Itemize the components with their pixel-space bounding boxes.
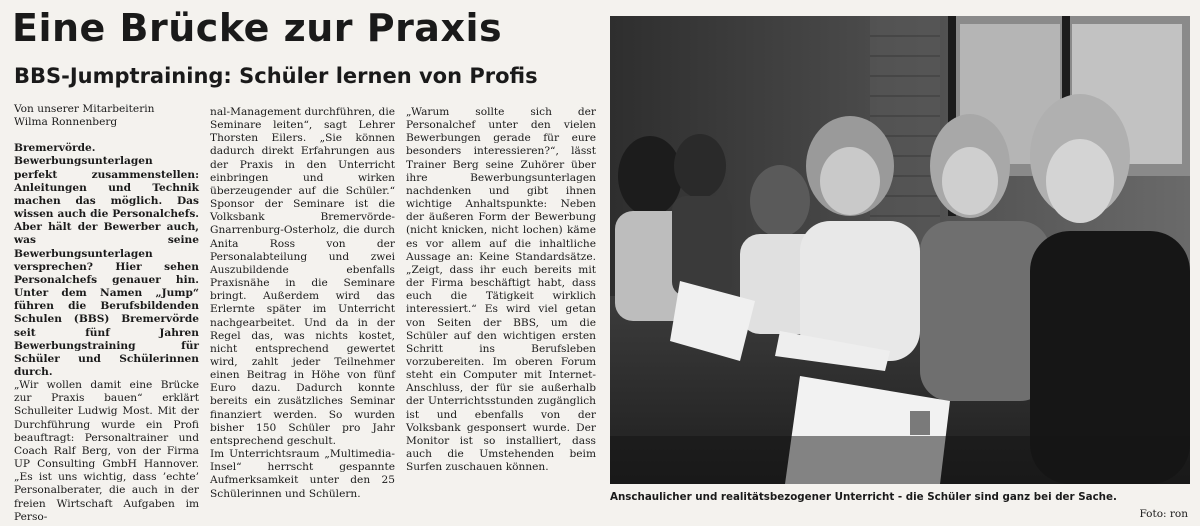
- photo-caption: Anschaulicher und realitätsbezogener Unterricht - die Schüler sind ganz bei der Sache.: [610, 491, 1117, 503]
- classroom-photo: [610, 16, 1190, 484]
- subheadline: BBS-Jumptraining: Schüler lernen von Profis: [14, 64, 538, 88]
- body-paragraph: nal-Management durchführen, die Seminare leiten“, sagt Lehrer Thorsten Eilers. „Sie können dadurch direkt Erfahrungen aus der Praxis in den Unterricht einbringen und wirken überzeugender auf die Schüler.“ Sponsor der Seminare ist die Volksbank Bremervörde-Gnarrenburg-Osterholz, die durch Anita Ross von der Personalabteilung und zwei Auszubildende ebenfalls Praxisnähe in die Seminare bringt. Außerdem wird das Erlernte später im Unterricht nachgearbeitet. Und da in der Regel das, was nichts kostet, nicht entsprechend gewertet wird, zahlt jeder Teilnehmer einen Beitrag in Höhe von fünf Euro dazu. Dadurch konnte bereits ein zusätzliches Seminar finanziert werden. So wurden bisher 150 Schüler pro Jahr entsprechend geschult.: [210, 106, 395, 447]
- byline: [14, 103, 199, 129]
- byline-author: Wilma Ronnenberg: [14, 116, 118, 129]
- headline: Eine Brücke zur Praxis: [12, 6, 503, 50]
- body-paragraph: Im Unterrichtsraum „Multimedia-Insel“ herrscht gespannte Aufmerksamkeit unter den 25 Schülerinnen und Schülern.: [210, 448, 395, 500]
- body-paragraph: „Wir wollen damit eine Brücke zur Praxis bauen“ erklärt Schulleiter Ludwig Most. Mit der Durchführung wurde ein Profi beauftragt: Personaltrainer und Coach Ralf Berg, von der Firma UP Consulting GmbH Hannover. „Es ist uns wichtig, dass ’echte’ Personalberater, die auch in der freien Wirtschaft Aufgaben im Perso-: [14, 379, 199, 523]
- photo-credit: Foto: ron: [1139, 508, 1188, 520]
- article-column-2: [210, 106, 395, 501]
- body-paragraph: „Warum sollte sich der Personalchef unter den vielen Bewerbungen gerade für eure besonders interessieren?“, lässt Trainer Berg seine Zuhörer über ihre Bewerbungsunterlagen nachdenken und gibt ihnen wichtige Anhaltspunkte: Neben der äußeren Form der Bewerbung (nicht knicken, nicht lochen) käme es vor allem auf die inhaltliche Aussage an: Keine Standardsätze. „Zeigt, dass ihr euch bereits mit der Firma beschäftigt habt, dass euch die Tätigkeit wirklich interessiert.“ Es wird viel getan von Seiten der BBS, um die Schüler auf den wichtigen ersten Schritt ins Berufsleben vorzubereiten. Im oberen Forum steht ein Computer mit Internet-Anschluss, der für sie außerhalb der Unterrichtsstunden zugänglich ist und ebenfalls von der Volksbank gesponsert wurde. Der Monitor ist so installiert, dass auch die Umstehenden beim Surfen zuschauen können.: [406, 106, 596, 474]
- lead-paragraph: Bremervörde. Bewerbungsunterlagen perfekt zusammenstellen: Anleitungen und Technik machen das möglich. Das wissen auch die Personalchefs. Aber hält der Bewerber auch, was seine Bewerbungsunterlagen versprechen? Hier sehen Personalchefs genauer hin. Unter dem Namen „Jump“ führen die Berufsbildenden Schulen (BBS) Bremervörde seit fünf Jahren Bewerbungstraining für Schüler und Schülerinnen durch.: [14, 142, 199, 378]
- byline-role: Von unserer Mitarbeiterin: [14, 103, 155, 115]
- article-column-3: [406, 106, 596, 474]
- article-column-1: [14, 103, 199, 524]
